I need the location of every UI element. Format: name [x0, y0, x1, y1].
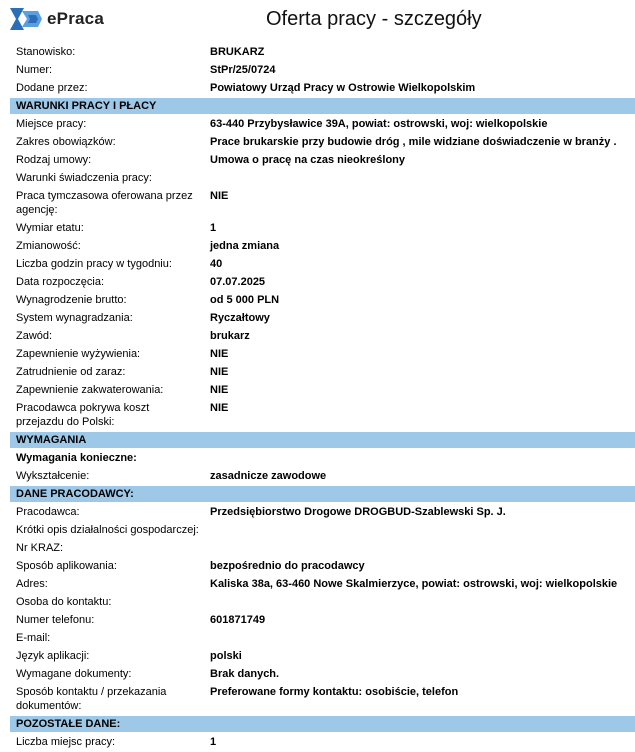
row-value: bezpośrednio do pracodawcy [210, 560, 365, 572]
row-label: Numer telefonu: [16, 614, 95, 626]
row-label: E-mail: [16, 632, 51, 644]
detail-row [10, 237, 635, 255]
row-value: Ryczałtowy [210, 312, 270, 324]
brand-name: ePraca [47, 9, 104, 28]
row-value [270, 523, 635, 537]
row-label: Warunki świadczenia pracy: [16, 172, 152, 184]
row-value: NIE [210, 384, 229, 396]
row-value [200, 541, 635, 555]
pracodawca-rows [10, 503, 635, 715]
row-label: Sposób aplikowania: [16, 560, 117, 572]
detail-row [10, 539, 635, 557]
row-label: Miejsce pracy: [16, 118, 87, 130]
row-label: Wynagrodzenie brutto: [16, 294, 127, 306]
row-value [200, 171, 635, 185]
section-header-wymagania: WYMAGANIA [10, 432, 635, 448]
row-value: jedna zmiana [210, 240, 280, 252]
wymagania-rows [10, 449, 635, 485]
detail-row [10, 133, 635, 151]
section-header-pracodawca: DANE PRACODAWCY: [10, 486, 635, 502]
row-value: Przedsiębiorstwo Drogowe DROGBUD-Szablewski Sp. J. [210, 506, 506, 518]
detail-row [10, 79, 635, 97]
detail-row [10, 219, 635, 237]
row-label: Adres: [16, 578, 48, 590]
row-value: NIE [210, 190, 229, 202]
row-value [200, 595, 635, 609]
wymagania-subheading: Wymagania konieczne: [16, 452, 137, 464]
detail-row [10, 557, 635, 575]
row-value: od 5 000 PLN [210, 294, 280, 306]
row-label: Język aplikacji: [16, 650, 90, 662]
top-rows [10, 43, 635, 97]
warunki-rows [10, 115, 635, 431]
detail-row [10, 115, 635, 133]
row-label: Nr KRAZ: [16, 542, 64, 554]
epraca-logo[interactable] [8, 7, 104, 31]
row-value: NIE [210, 348, 229, 360]
pozostale-rows [10, 733, 635, 751]
row-value: StPr/25/0724 [210, 64, 276, 76]
detail-row [10, 327, 635, 345]
detail-row [10, 629, 635, 647]
detail-row [10, 273, 635, 291]
row-label: Wykształcenie: [16, 470, 90, 482]
row-label: Osoba do kontaktu: [16, 596, 112, 608]
row-label: Zatrudnienie od zaraz: [16, 366, 126, 378]
row-label: Liczba miejsc pracy: [16, 736, 116, 748]
detail-row [10, 187, 635, 219]
row-label: Pracodawca pokrywa koszt przejazdu do Polski: [16, 402, 150, 428]
row-label: Pracodawca: [16, 506, 80, 518]
row-label: Numer: [16, 64, 53, 76]
row-value: Prace brukarskie przy budowie dróg , mile widziane doświadczenie w branży . [210, 136, 617, 148]
row-value: zasadnicze zawodowe [210, 470, 327, 482]
row-value: NIE [210, 402, 229, 414]
row-label: Wymagane dokumenty: [16, 668, 132, 680]
row-value: 07.07.2025 [210, 276, 266, 288]
detail-row [10, 611, 635, 629]
detail-row [10, 647, 635, 665]
row-value: 63-440 Przybysławice 39A, powiat: ostrowski, woj: wielkopolskie [210, 118, 548, 130]
subheading-row [10, 449, 635, 467]
detail-row [10, 255, 635, 273]
row-label: Zapewnienie wyżywienia: [16, 348, 141, 360]
row-value: 40 [210, 258, 223, 270]
row-label: Zmianowość: [16, 240, 81, 252]
row-value: Umowa o pracę na czas nieokreślony [210, 154, 406, 166]
detail-row [10, 593, 635, 611]
epraca-logo-icon [8, 7, 42, 31]
detail-row [10, 683, 635, 715]
detail-row [10, 733, 635, 751]
row-label: Krótki opis działalności gospodarczej: [16, 524, 199, 536]
detail-row [10, 665, 635, 683]
page-title: Oferta pracy - szczegóły [266, 8, 482, 30]
row-value: 601871749 [210, 614, 266, 626]
row-value: Brak danych. [210, 668, 280, 680]
detail-row [10, 503, 635, 521]
detail-row [10, 575, 635, 593]
detail-row [10, 169, 635, 187]
page-header [0, 0, 635, 38]
row-label: Praca tymczasowa oferowana przez agencję: [16, 190, 193, 216]
row-value: NIE [210, 366, 229, 378]
detail-row [10, 467, 635, 485]
row-label: Sposób kontaktu / przekazania dokumentów: [16, 686, 167, 712]
offer-details [10, 43, 635, 751]
row-label: Zawód: [16, 330, 53, 342]
row-value: Preferowane formy kontaktu: osobiście, telefon [210, 686, 459, 698]
row-value: 1 [210, 222, 217, 234]
row-value: polski [210, 650, 242, 662]
detail-row [10, 345, 635, 363]
row-label: Data rozpoczęcia: [16, 276, 105, 288]
row-value [200, 631, 635, 645]
row-label: Zakres obowiązków: [16, 136, 116, 148]
detail-row [10, 399, 635, 431]
row-label: Liczba godzin pracy w tygodniu: [16, 258, 172, 270]
row-value: Kaliska 38a, 63-460 Nowe Skalmierzyce, powiat: ostrowski, woj: wielkopolskie [210, 578, 618, 590]
section-header-warunki: WARUNKI PRACY I PŁACY [10, 98, 635, 114]
detail-row [10, 521, 635, 539]
row-label: System wynagradzania: [16, 312, 133, 324]
row-label: Rodzaj umowy: [16, 154, 92, 166]
detail-row [10, 61, 635, 79]
detail-row [10, 381, 635, 399]
row-value: brukarz [210, 330, 250, 342]
detail-row [10, 151, 635, 169]
detail-row [10, 291, 635, 309]
detail-row [10, 43, 635, 61]
detail-row [10, 309, 635, 327]
row-value: 1 [210, 736, 217, 748]
detail-row [10, 363, 635, 381]
row-value: Powiatowy Urząd Pracy w Ostrowie Wielkopolskim [210, 82, 476, 94]
row-value: BRUKARZ [210, 46, 265, 58]
row-label: Dodane przez: [16, 82, 88, 94]
section-header-pozostale: POZOSTAŁE DANE: [10, 716, 635, 732]
row-label: Zapewnienie zakwaterowania: [16, 384, 164, 396]
row-label: Wymiar etatu: [16, 222, 84, 234]
row-label: Stanowisko: [16, 46, 76, 58]
